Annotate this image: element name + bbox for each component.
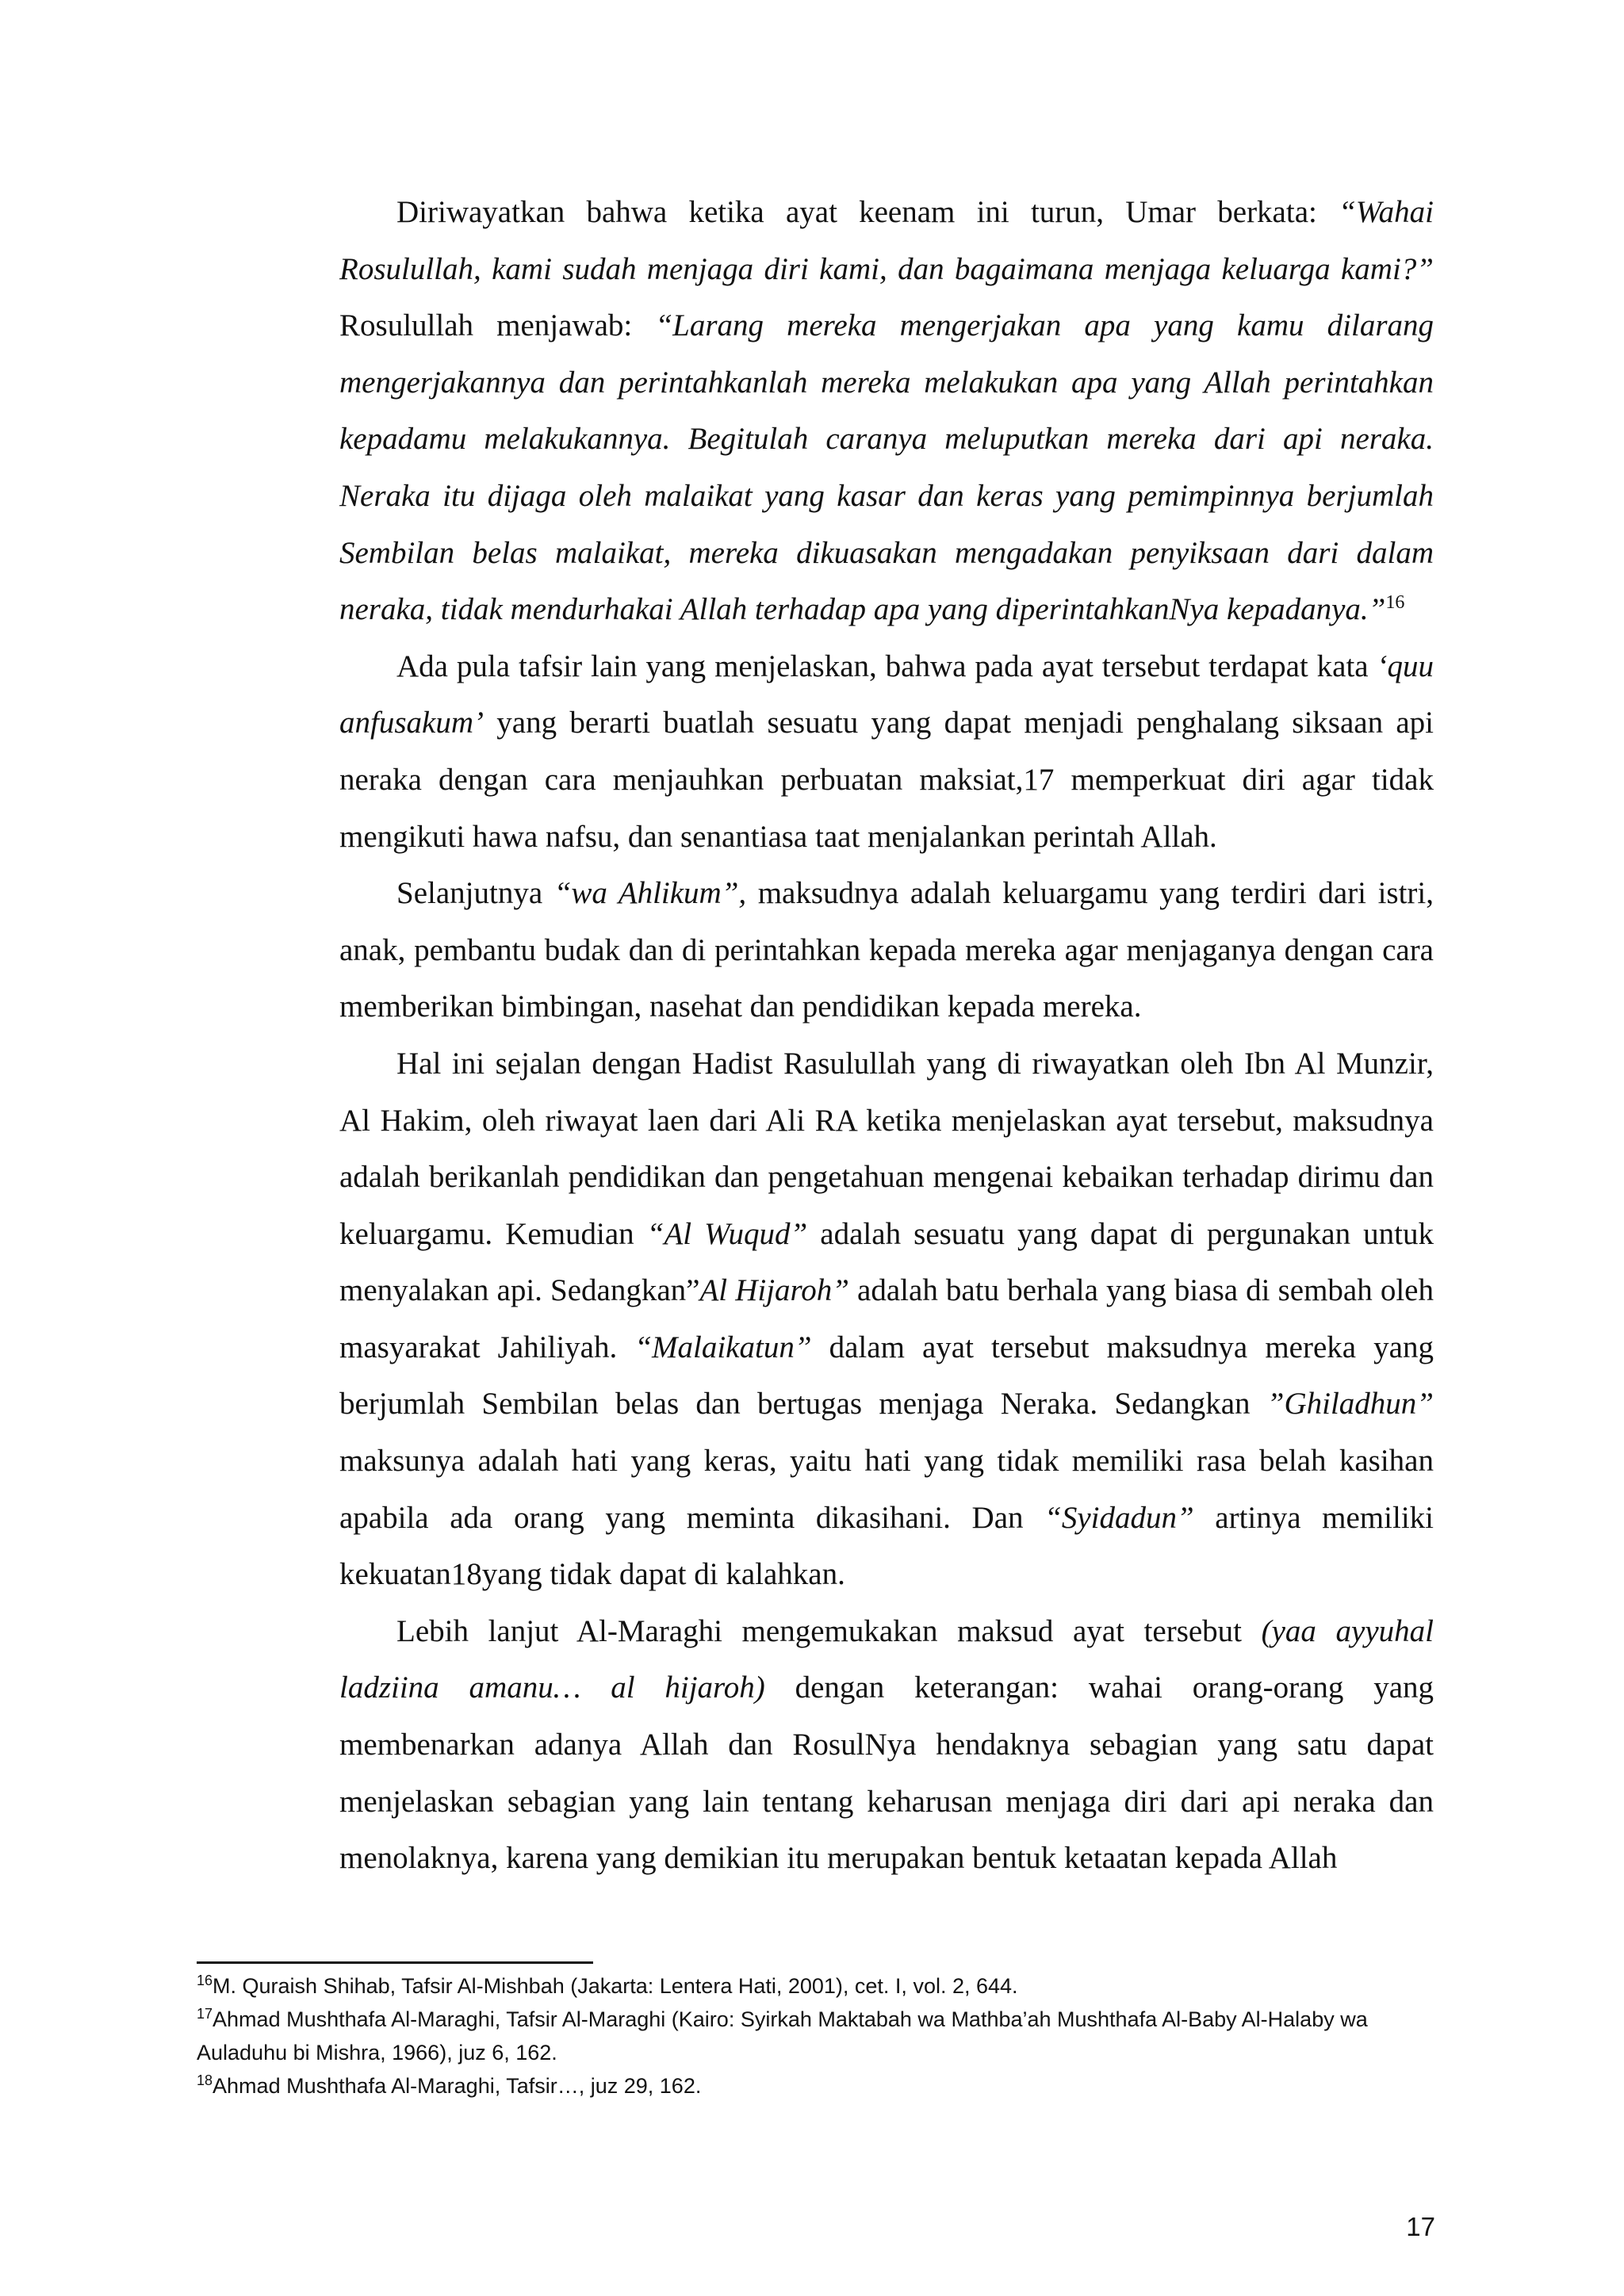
text-segment: dengan keterangan: wahai orang-orang yang membenarkan adanya Allah dan RosulNya hendaknya sebagian yang satu dapat menjelaskan sebagian yang lain tentang keharusan menjaga diri dari api neraka dan menolaknya, karena yang demikian itu merupakan bentuk ketaatan kepada Allah [339, 1670, 1434, 1876]
footnote-separator [197, 1961, 593, 1964]
paragraph-2 [339, 638, 1434, 865]
paragraph-5 [339, 1603, 1434, 1887]
paragraph-4 [339, 1035, 1434, 1603]
text-segment: maksunya adalah hati yang keras, yaitu hati yang tidak memiliki rasa belah kasihan apabila ada orang yang meminta dikasihani. Dan [339, 1444, 1434, 1535]
paragraph-3 [339, 865, 1434, 1035]
page-number: 17 [1406, 2212, 1435, 2241]
term-segment: “Al Wuqud” [646, 1216, 808, 1251]
footnotes [197, 1969, 1434, 2103]
text-segment: maksudnya adalah keluargamu yang terdiri dari istri, anak, pembantu budak dan di perintahkan kepada mereka agar menjaganya dengan cara memberikan bimbingan, nasehat dan pendidikan kepada mereka. [339, 876, 1434, 1024]
text-segment: adalah batu berhala yang biasa di sembah oleh masyarakat Jahiliyah. [339, 1273, 1434, 1364]
quote-segment: “Larang mereka mengerjakan apa yang kamu dilarang mengerjakannya dan perintahkanlah mereka melakukan apa yang Allah perintahkan kepadamu melakukannya. Begitulah caranya meluputkan mereka dari api neraka. Neraka itu dijaga oleh malaikat yang kasar dan keras yang pemimpinnya berjumlah Sembilan belas malaikat, mereka dikuasakan mengadakan penyiksaan dari dalam neraka, tidak mendurhakai Allah terhadap apa yang diperintahkanNya kepadanya.” [339, 308, 1434, 627]
text-segment: artinya memiliki kekuatan18yang tidak dapat di kalahkan. [339, 1500, 1434, 1592]
term-segment: Al Hijaroh” [699, 1273, 849, 1308]
text-segment: Diriwayatkan bahwa ketika ayat keenam ini turun, Umar berkata: [396, 195, 1339, 229]
term-segment: ”Ghiladhun” [1266, 1387, 1434, 1422]
footnote-16 [197, 1969, 1434, 2003]
term-segment: “Malaikatun” [634, 1330, 812, 1364]
term-segment: “Syidadun” [1044, 1500, 1194, 1535]
footnote-number: 17 [197, 2006, 213, 2022]
footnote-number: 16 [197, 1973, 213, 1988]
term-segment: “wa Ahlikum”, [553, 876, 747, 911]
quote-segment: “Wahai Rosulullah, kami sudah menjaga diri kami, dan bagaimana menjaga keluarga kami?” [339, 195, 1434, 286]
text-segment: adalah sesuatu yang dapat di pergunakan untuk menyalakan api. Sedangkan” [339, 1216, 1434, 1308]
text-segment: Ada pula tafsir lain yang menjelaskan, bahwa pada ayat tersebut terdapat kata [396, 649, 1377, 683]
term-segment: (yaa ayyuhal ladziina amanu… al hijaroh) [339, 1613, 1434, 1705]
term-segment: ‘quu anfusakum’ [339, 649, 1434, 740]
body-text [339, 184, 1434, 1887]
footnote-text: M. Quraish Shihab, Tafsir Al-Mishbah (Jakarta: Lentera Hati, 2001), cet. I, vol. 2, 644. [213, 1974, 1018, 1998]
text-segment: dalam ayat tersebut maksudnya mereka yang berjumlah Sembilan belas dan bertugas menjaga Neraka. Sedangkan [339, 1330, 1434, 1422]
text-segment: Selanjutnya [396, 876, 554, 911]
text-segment: Hal ini sejalan dengan Hadist Rasulullah yang di riwayatkan oleh Ibn Al Munzir, Al Hakim, oleh riwayat laen dari Ali RA ketika menjelaskan ayat tersebut, maksudnya adalah berikanlah pendidikan dan pengetahuan mengenai kebaikan terhadap dirimu dan keluargamu. Kemudian [339, 1046, 1434, 1251]
paragraph-1 [339, 184, 1434, 638]
footnote-17 [197, 2003, 1434, 2069]
footnote-text: Ahmad Mushthafa Al-Maraghi, Tafsir Al-Maraghi (Kairo: Syirkah Maktabah wa Mathba’ah Mushthafa Al-Baby Al-Halaby wa Auladuhu bi Mishra, 1966), juz 6, 162. [197, 2007, 1368, 2064]
text-segment: Lebih lanjut Al-Maraghi mengemukakan maksud ayat tersebut [396, 1613, 1262, 1648]
footnote-text: Ahmad Mushthafa Al-Maraghi, Tafsir…, juz 29, 162. [213, 2074, 702, 2098]
footnote-18 [197, 2069, 1434, 2103]
footnote-ref[interactable]: 16 [1385, 592, 1405, 614]
text-segment: Rosulullah menjawab: [339, 308, 656, 343]
footnote-number: 18 [197, 2072, 213, 2088]
text-segment: yang berarti buatlah sesuatu yang dapat menjadi penghalang siksaan api neraka dengan cara menjauhkan perbuatan maksiat,17 memperkuat diri agar tidak mengikuti hawa nafsu, dan senantiasa taat menjalankan perintah Allah. [339, 706, 1434, 854]
